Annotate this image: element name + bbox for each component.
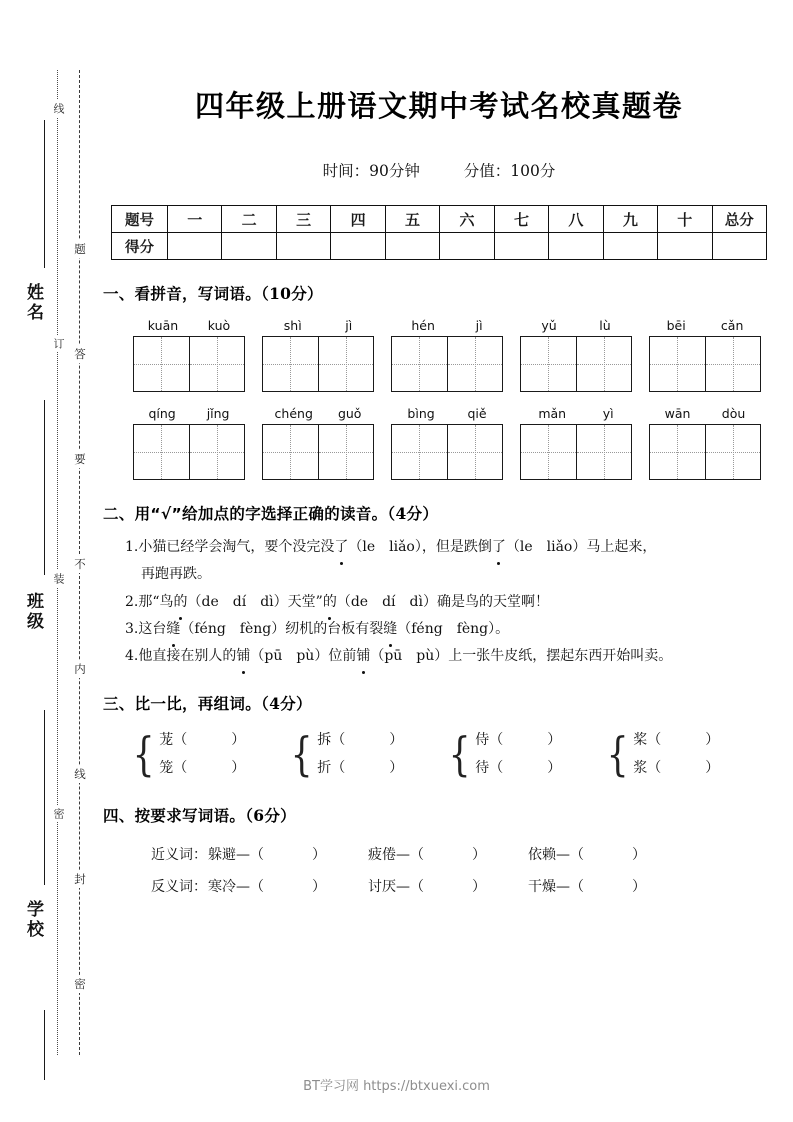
antonyms-label: 反义词： <box>151 878 207 895</box>
word-char: 折（ <box>317 760 346 777</box>
emphasized-char: 缝 <box>383 616 397 643</box>
pinyin-labels <box>649 318 761 333</box>
paren-close: ） <box>547 760 562 777</box>
score-table <box>111 205 767 260</box>
score-cell-5[interactable] <box>385 233 439 260</box>
word-pair-bottom[interactable] <box>159 754 245 782</box>
word-pair-row <box>103 726 775 782</box>
pinyin-item <box>262 318 374 392</box>
synonym-item[interactable] <box>208 840 326 872</box>
pinyin-labels <box>133 318 245 333</box>
tianzi-grid[interactable] <box>262 424 374 480</box>
word-pair-group <box>445 726 595 782</box>
seal-dotted-chars <box>50 70 70 1055</box>
page-title: 四年级上册语文期中考试名校真题卷 <box>194 89 683 123</box>
paren-close: ） <box>312 878 326 895</box>
exam-duration: 时间：90分钟 <box>322 162 420 180</box>
brace-icon: { <box>606 726 629 781</box>
emphasized-char: 的 <box>323 589 337 616</box>
tianzi-grid[interactable] <box>391 424 503 480</box>
item-number: 2. <box>125 593 139 610</box>
seal-dotted-char: 密 <box>50 805 66 822</box>
score-table-col-6: 六 <box>440 206 494 233</box>
word-pair-group <box>287 726 437 782</box>
tianzi-grid[interactable] <box>391 336 503 392</box>
item-text: （féng fèng）纫机的台板有裂 <box>180 620 384 637</box>
word-char: 笼（ <box>159 760 188 777</box>
word-pair-words <box>633 726 719 782</box>
section-1-points: （10分） <box>261 284 323 303</box>
tianzi-cell[interactable] <box>263 425 319 479</box>
seal-field-school <box>12 900 46 940</box>
score-table-col-1: 一 <box>168 206 222 233</box>
tianzi-grid[interactable] <box>262 336 374 392</box>
seal-dotted-char: 装 <box>50 570 66 587</box>
antonym-word: 干燥—（ <box>528 878 584 895</box>
seal-field-class <box>12 592 46 632</box>
tianzi-cell[interactable] <box>577 425 632 479</box>
item-text: （le liǎo），但是跌倒 <box>348 539 492 555</box>
item-text: （pū pù）上一张牛皮纸，摆起东西开始叫卖。 <box>370 648 673 665</box>
word-pair-bottom[interactable] <box>317 754 403 782</box>
pinyin-syllable: guǒ <box>337 406 362 421</box>
brace-icon: { <box>290 726 313 781</box>
section-4-title: 四、按要求写词语。 <box>103 807 246 826</box>
section-1-title: 一、看拼音，写词语。 <box>103 285 262 303</box>
item-text: 这台 <box>138 620 167 637</box>
pinyin-item <box>520 406 632 480</box>
emphasized-char: 的 <box>174 589 188 616</box>
synonym-item[interactable] <box>528 840 646 872</box>
paren-close: ） <box>312 847 326 864</box>
seal-dashed-char: 不 <box>72 555 88 573</box>
pinyin-syllable: shì <box>283 318 302 333</box>
tianzi-grid[interactable] <box>520 336 632 392</box>
tianzi-cell[interactable] <box>650 425 706 479</box>
pinyin-syllable: lù <box>599 318 611 333</box>
item-text: （pū pù）位前 <box>250 648 357 665</box>
score-cell-1[interactable] <box>168 233 222 260</box>
word-pair-words <box>317 726 403 782</box>
pinyin-syllable: cǎn <box>720 318 744 333</box>
section-heading-3 <box>103 692 775 714</box>
seal-field-name-label: 姓名 <box>23 283 43 323</box>
section-3-points: （4分） <box>261 694 312 714</box>
item-number: 4. <box>125 648 139 665</box>
pinyin-syllable: mǎn <box>538 406 567 421</box>
section-heading-4 <box>103 804 775 826</box>
exam-content <box>103 0 775 1122</box>
score-cell-9[interactable] <box>603 233 657 260</box>
pinyin-item <box>649 318 761 392</box>
item-text: （de dí dì）天堂” <box>187 593 323 610</box>
synonym-item[interactable] <box>368 840 486 872</box>
item-text: （féng fèng）。 <box>397 620 510 637</box>
section-2-points: （4分） <box>387 504 439 523</box>
seal-dotted-char: 订 <box>50 335 66 352</box>
score-table-col-2: 二 <box>222 206 276 233</box>
pinyin-item <box>133 406 245 480</box>
tianzi-cell[interactable] <box>190 425 245 479</box>
word-pair-top[interactable] <box>633 726 719 754</box>
paren-close: ） <box>231 732 246 749</box>
emphasized-char: 铺 <box>356 643 370 670</box>
word-pair-group <box>603 726 753 782</box>
score-table-rowhead-question: 题号 <box>112 206 168 233</box>
tianzi-grid[interactable] <box>133 424 245 480</box>
pinyin-syllable: kuò <box>207 318 231 333</box>
section-heading-2 <box>103 502 775 524</box>
word-char: 桨（ <box>633 732 662 749</box>
word-pair-top[interactable] <box>317 726 403 754</box>
pinyin-item <box>133 318 245 392</box>
item-text: （de dí dì）确是鸟的天堂啊！ <box>336 593 549 610</box>
word-char: 待（ <box>475 760 504 777</box>
section-4-points: （6分） <box>245 806 296 826</box>
pinyin-syllable: yì <box>602 406 614 421</box>
score-cell-2[interactable] <box>222 233 276 260</box>
tianzi-cell[interactable] <box>392 425 448 479</box>
score-table-col-10: 十 <box>658 206 712 233</box>
seal-dashed-chars <box>72 70 92 1055</box>
antonyms-row <box>151 872 775 904</box>
seal-rule-1 <box>44 120 45 268</box>
score-cell-3[interactable] <box>276 233 330 260</box>
score-table-col-5: 五 <box>385 206 439 233</box>
synonym-word: 躲避—（ <box>208 847 264 864</box>
pronunciation-items <box>103 534 775 670</box>
score-table-col-3: 三 <box>276 206 330 233</box>
seal-field-class-label: 班级 <box>23 592 43 632</box>
seal-rule-2 <box>44 400 45 575</box>
tianzi-cell[interactable] <box>134 425 190 479</box>
section-3-title: 三、比一比，再组词。 <box>103 695 262 714</box>
score-table-col-total: 总分 <box>712 206 766 233</box>
synonyms-row <box>151 840 775 872</box>
brace-icon: { <box>132 726 155 781</box>
word-pair-words <box>475 726 561 782</box>
pinyin-row-1 <box>103 318 775 392</box>
pinyin-item <box>649 406 761 480</box>
pinyin-syllable: bēi <box>666 318 686 333</box>
pinyin-item <box>391 318 503 392</box>
pinyin-syllable: hén <box>411 318 435 333</box>
seal-dotted-char: 线 <box>50 100 66 117</box>
pinyin-item <box>262 406 374 480</box>
tianzi-cell[interactable] <box>319 337 374 391</box>
exam-total-points: 分值：100分 <box>463 162 556 180</box>
pinyin-item <box>520 318 632 392</box>
item-text: 小猫已经学会淘气，要个没完没 <box>138 539 335 555</box>
tianzi-cell[interactable] <box>706 337 761 391</box>
tianzi-grid[interactable] <box>520 424 632 480</box>
score-cell-7[interactable] <box>494 233 548 260</box>
item-text: 他直接在别人的 <box>138 648 237 665</box>
item-text: （le liǎo）马上起来， <box>505 539 657 555</box>
score-table-col-8: 八 <box>549 206 603 233</box>
score-table-wrap <box>111 205 767 260</box>
seal-dashed-char: 内 <box>72 660 88 678</box>
tianzi-cell[interactable] <box>577 337 632 391</box>
seal-margin <box>0 0 100 1122</box>
word-pair-bottom[interactable] <box>633 754 719 782</box>
pinyin-syllable: jǐng <box>206 406 230 421</box>
pinyin-syllable: jì <box>345 318 353 333</box>
score-cell-total[interactable] <box>712 233 766 260</box>
antonym-word: 讨厌—（ <box>368 878 424 895</box>
tianzi-cell[interactable] <box>263 337 319 391</box>
seal-dashed-char: 封 <box>72 870 88 888</box>
tianzi-cell[interactable] <box>134 337 190 391</box>
tianzi-cell[interactable] <box>190 337 245 391</box>
tianzi-cell[interactable] <box>448 337 503 391</box>
word-char: 侍（ <box>475 732 504 749</box>
synonyms-label: 近义词： <box>151 847 207 864</box>
paren-close: ） <box>231 760 246 777</box>
seal-rule-3 <box>44 710 45 885</box>
tianzi-grid[interactable] <box>133 336 245 392</box>
antonym-item[interactable] <box>368 872 486 904</box>
pinyin-syllable: yǔ <box>541 318 557 333</box>
tianzi-grid[interactable] <box>649 336 761 392</box>
seal-dashed-char: 答 <box>72 345 88 363</box>
synonym-word: 疲倦—（ <box>368 847 424 864</box>
item-number: 3. <box>125 620 139 637</box>
score-cell-8[interactable] <box>549 233 603 260</box>
tianzi-cell[interactable] <box>706 425 761 479</box>
pinyin-syllable: chéng <box>274 406 313 421</box>
seal-dashed-char: 要 <box>72 450 88 468</box>
seal-dashed-char: 线 <box>72 765 88 783</box>
tianzi-cell[interactable] <box>521 425 577 479</box>
section-2-title: 二、用“√”给加点的字选择正确的读音。 <box>103 505 388 523</box>
score-cell-10[interactable] <box>658 233 712 260</box>
antonym-word: 寒冷—（ <box>208 878 264 895</box>
paren-close: ） <box>472 878 486 895</box>
pinyin-labels <box>391 406 503 421</box>
paren-close: ） <box>632 878 646 895</box>
word-char: 浆（ <box>633 760 662 777</box>
table-row-scores <box>112 233 767 260</box>
footer-watermark: BT学习网 https://btxuexi.com <box>303 1079 490 1094</box>
pinyin-labels <box>520 406 632 421</box>
antonym-item[interactable] <box>208 872 326 904</box>
list-item[interactable] <box>125 616 775 643</box>
tianzi-cell[interactable] <box>319 425 374 479</box>
paren-close: ） <box>632 847 646 864</box>
word-pair-words <box>159 726 245 782</box>
pinyin-labels <box>262 406 374 421</box>
pinyin-syllable: wān <box>664 406 691 421</box>
paren-close: ） <box>389 760 404 777</box>
item-text: 那“鸟 <box>138 593 174 610</box>
pinyin-labels <box>649 406 761 421</box>
tianzi-cell[interactable] <box>392 337 448 391</box>
word-requirement-block <box>103 840 775 903</box>
tianzi-cell[interactable] <box>448 425 503 479</box>
seal-dashed-char: 题 <box>72 240 88 258</box>
score-table-col-9: 九 <box>603 206 657 233</box>
pinyin-labels <box>133 406 245 421</box>
score-table-rowhead-score: 得分 <box>112 233 168 260</box>
tianzi-grid[interactable] <box>649 424 761 480</box>
score-table-col-4: 四 <box>331 206 385 233</box>
paren-close: ） <box>705 760 720 777</box>
table-row-question-numbers <box>112 206 767 233</box>
item-number: 1. <box>125 539 139 555</box>
word-pair-bottom[interactable] <box>475 754 561 782</box>
seal-dashed-char: 密 <box>72 975 88 993</box>
paren-close: ） <box>705 732 720 749</box>
list-item[interactable] <box>125 534 775 589</box>
pinyin-row-2 <box>103 406 775 480</box>
word-char: 茏（ <box>159 732 188 749</box>
score-table-col-7: 七 <box>494 206 548 233</box>
emphasized-char: 缝 <box>166 616 180 643</box>
pinyin-labels <box>391 318 503 333</box>
antonym-item[interactable] <box>528 872 646 904</box>
list-item[interactable] <box>125 589 775 616</box>
paren-close: ） <box>389 732 404 749</box>
pinyin-labels <box>262 318 374 333</box>
tianzi-cell[interactable] <box>650 337 706 391</box>
exam-meta <box>103 159 775 181</box>
list-item[interactable] <box>125 643 775 670</box>
word-pair-top[interactable] <box>159 726 245 754</box>
pinyin-syllable: kuān <box>147 318 179 333</box>
seal-field-school-label: 学校 <box>23 900 43 940</box>
paren-close: ） <box>472 847 486 864</box>
tianzi-cell[interactable] <box>521 337 577 391</box>
pinyin-syllable: dòu <box>721 406 746 421</box>
seal-rule-4 <box>44 1010 45 1080</box>
pinyin-labels <box>520 318 632 333</box>
word-pair-group <box>129 726 279 782</box>
pinyin-syllable: qiě <box>467 406 487 421</box>
word-char: 拆（ <box>317 732 346 749</box>
pinyin-syllable: qíng <box>148 406 176 421</box>
score-cell-4[interactable] <box>331 233 385 260</box>
item-text-continued: 再跑再跌。 <box>141 566 211 583</box>
pinyin-syllable: bìng <box>407 406 435 421</box>
emphasized-char: 了 <box>334 534 348 561</box>
synonym-word: 依赖—（ <box>528 847 584 864</box>
word-pair-top[interactable] <box>475 726 561 754</box>
paren-close: ） <box>547 732 562 749</box>
section-heading-1 <box>103 282 775 304</box>
score-cell-6[interactable] <box>440 233 494 260</box>
emphasized-char: 铺 <box>236 643 250 670</box>
brace-icon: { <box>448 726 471 781</box>
seal-field-name <box>12 283 46 323</box>
pinyin-syllable: jì <box>475 318 483 333</box>
emphasized-char: 了 <box>492 534 506 561</box>
pinyin-item <box>391 406 503 480</box>
